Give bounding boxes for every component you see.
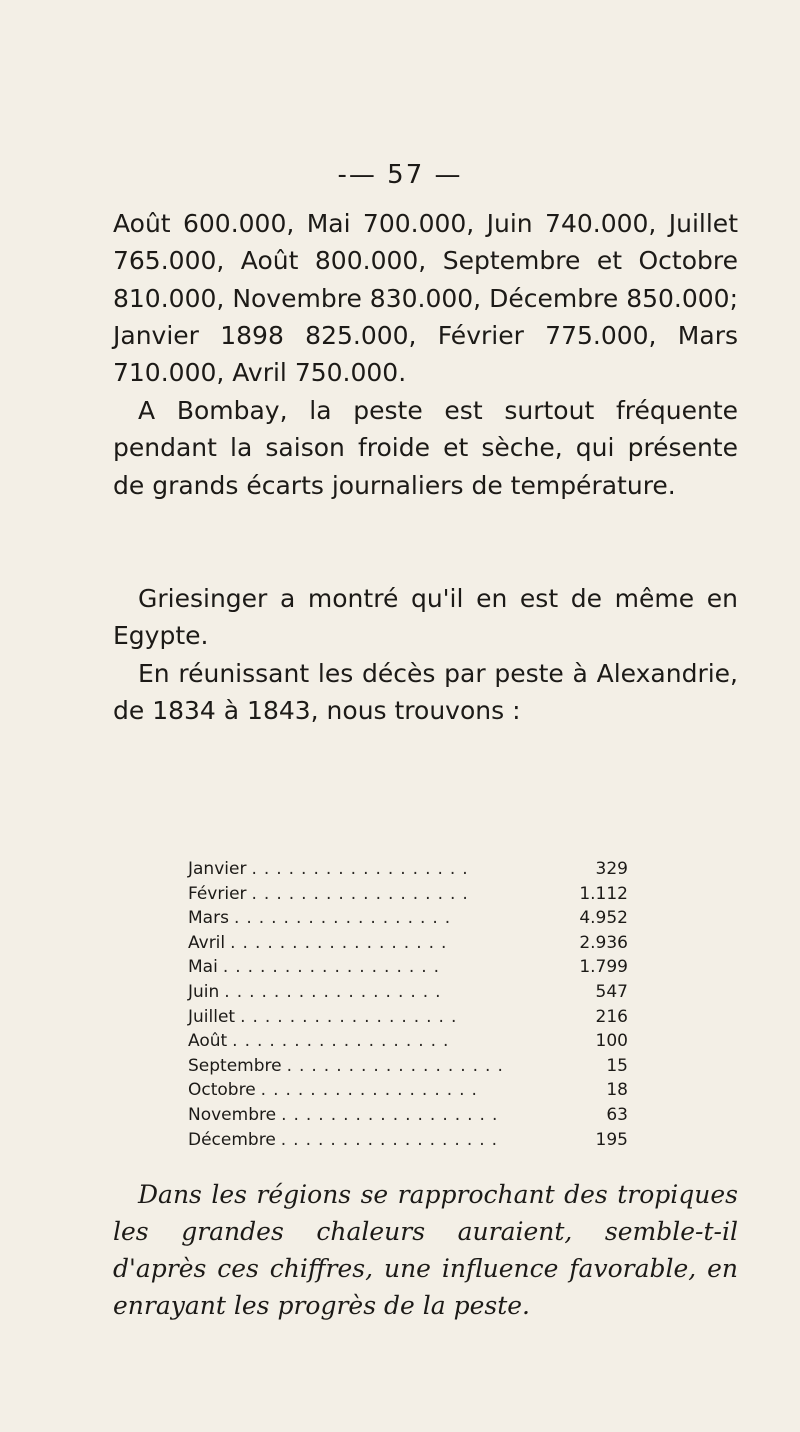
month-label: Juin bbox=[188, 981, 220, 1002]
death-count: 1.112 bbox=[579, 883, 628, 904]
month-label: Août bbox=[188, 1031, 228, 1052]
leader-dots: .................. bbox=[281, 1104, 505, 1125]
death-count: 63 bbox=[606, 1104, 628, 1125]
table-row bbox=[188, 931, 628, 956]
month-label: Novembre bbox=[188, 1104, 277, 1125]
leader-dots: .................. bbox=[240, 1006, 464, 1027]
paragraph-bombay bbox=[113, 392, 738, 504]
month-label: Janvier bbox=[188, 859, 247, 879]
death-count: 100 bbox=[595, 1031, 628, 1052]
leader-dots: .................. bbox=[222, 957, 447, 978]
month-label: Mars bbox=[188, 908, 229, 929]
month-label: Mai bbox=[188, 957, 218, 978]
leader-dots: .................. bbox=[280, 1129, 505, 1150]
month-label: Février bbox=[188, 883, 247, 904]
table-row bbox=[188, 1103, 628, 1128]
leader-dots: .................. bbox=[230, 932, 454, 953]
month-label: Décembre bbox=[188, 1129, 276, 1150]
paragraph-text: En réunissant les décès par peste à Alexandrie, de 1834 à 1843, nous trouvons : bbox=[113, 659, 738, 726]
table-row bbox=[188, 980, 628, 1005]
leader-dots: .................. bbox=[224, 981, 448, 1002]
month-label: Juillet bbox=[188, 1006, 236, 1027]
table-row bbox=[188, 882, 628, 907]
table-row bbox=[188, 857, 628, 882]
death-count: 1.799 bbox=[579, 957, 628, 978]
death-count: 4.952 bbox=[579, 908, 628, 929]
death-count: 216 bbox=[595, 1006, 628, 1027]
table-row bbox=[188, 1029, 628, 1054]
leader-dots: .................. bbox=[232, 1031, 456, 1052]
death-count: 2.936 bbox=[579, 932, 628, 953]
death-count: 195 bbox=[595, 1129, 628, 1150]
paragraph-griesinger bbox=[113, 580, 738, 655]
leader-dots: .................. bbox=[260, 1080, 484, 1101]
leader-dots: .................. bbox=[233, 908, 458, 929]
deaths-by-month-table bbox=[188, 857, 628, 1152]
paragraph-text: Août 600.000, Mai 700.000, Juin 740.000, Juillet 765.000, Août 800.000, Septembre et Octobre 810.000, Novembre 830.000, Décembre 850.000; Janvier 1898 825.000, Février 775.000, Mars 710.000, Avril 750.000. bbox=[113, 209, 738, 388]
table-row bbox=[188, 1078, 628, 1103]
death-count: 15 bbox=[606, 1055, 628, 1076]
table-row bbox=[188, 1128, 628, 1153]
paragraph-monthly-figures bbox=[113, 205, 738, 391]
table-row bbox=[188, 1005, 628, 1030]
death-count: 547 bbox=[595, 981, 628, 1002]
table-row bbox=[188, 1054, 628, 1079]
month-label: Octobre bbox=[188, 1080, 256, 1101]
death-count: 18 bbox=[606, 1080, 628, 1101]
closing-text: Dans les régions se rapprochant des tropiques les grandes chaleurs auraient, semble-t-il d'après ces chiffres, une influence favorable, en enrayant les progrès de la peste. bbox=[113, 1180, 738, 1320]
table-row bbox=[188, 955, 628, 980]
leader-dots: .................. bbox=[251, 859, 475, 879]
death-count: 329 bbox=[595, 859, 628, 879]
month-label: Septembre bbox=[188, 1055, 282, 1076]
closing-paragraph bbox=[113, 1176, 738, 1324]
table-row bbox=[188, 906, 628, 931]
leader-dots: .................. bbox=[251, 883, 475, 904]
paragraph-alexandria bbox=[113, 655, 738, 730]
leader-dots: .................. bbox=[286, 1055, 510, 1076]
month-label: Avril bbox=[188, 932, 226, 953]
paragraph-text: A Bombay, la peste est surtout fréquente pendant la saison froide et sèche, qui présente de grands écarts journaliers de température. bbox=[113, 396, 738, 500]
paragraph-text: Griesinger a montré qu'il en est de même en Egypte. bbox=[113, 584, 738, 651]
page-number: -— 57 — bbox=[337, 160, 463, 190]
